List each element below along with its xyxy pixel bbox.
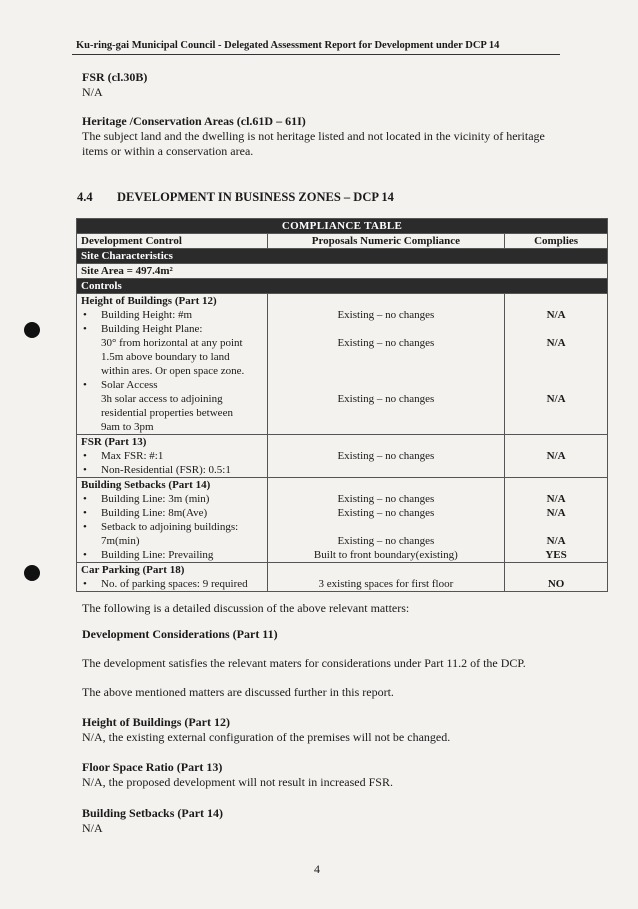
- setbacks-discussion-body: N/A: [82, 821, 103, 835]
- list-item: • Building Height Plane:: [81, 322, 263, 336]
- heritage-body-line: The subject land and the dwelling is not heritage listed and not located in the vicinity of heritage: [82, 129, 545, 143]
- dev-considerations-body: The development satisfies the relevant maters for considerations under Part 11.2 of the DCP.: [82, 656, 526, 670]
- complies-text: N/A: [546, 393, 566, 405]
- section-title: DEVELOPMENT IN BUSINESS ZONES – DCP 14: [117, 190, 394, 204]
- row-heading: Height of Buildings (Part 12): [81, 295, 217, 307]
- complies-text: YES: [545, 549, 567, 561]
- control-cell: [77, 294, 268, 435]
- complies-text: NO: [547, 578, 565, 590]
- list-item: • No. of parking spaces: 9 required: [81, 577, 263, 591]
- fsr-cl30b-body: N/A: [82, 85, 103, 99]
- controls-bar: Controls: [77, 279, 608, 294]
- row-heading: Building Setbacks (Part 14): [81, 479, 211, 491]
- complies-text: N/A: [546, 450, 566, 462]
- section-number: 4.4: [77, 190, 93, 204]
- complies-text: N/A: [546, 309, 566, 321]
- fsr-discussion: [82, 760, 582, 790]
- list-item: • Non-Residential (FSR): 0.5:1: [81, 463, 263, 477]
- list-item-detail: 9am to 3pm: [101, 421, 154, 433]
- column-header: Complies: [505, 234, 608, 249]
- proposal-text: Existing – no changes: [337, 493, 435, 505]
- heritage-title: Heritage /Conservation Areas (cl.61D – 61I): [82, 114, 306, 128]
- fsr-cl30b-block: [82, 70, 582, 100]
- table-row: [77, 563, 608, 592]
- list-item-detail: within ares. Or open space zone.: [101, 365, 245, 377]
- punch-hole-icon: [24, 322, 40, 338]
- discussion-intro: The following is a detailed discussion of the above relevant matters:: [82, 601, 410, 615]
- proposal-text: Existing – no changes: [337, 450, 435, 462]
- complies-cell: [505, 294, 608, 435]
- proposal-text: Existing – no changes: [337, 337, 435, 349]
- height-discussion: [82, 715, 582, 745]
- table-row: [77, 294, 608, 435]
- dev-considerations-title: Development Considerations (Part 11): [82, 627, 278, 641]
- complies-text: N/A: [546, 535, 566, 547]
- control-cell: [77, 563, 268, 592]
- fsr-cl30b-title: FSR (cl.30B): [82, 70, 148, 84]
- proposal-text: Existing – no changes: [337, 393, 435, 405]
- proposal-cell: [267, 435, 505, 478]
- list-item: • Building Line: Prevailing: [81, 548, 263, 562]
- setbacks-discussion: [82, 806, 582, 836]
- list-item-detail: 30° from horizontal at any point: [101, 337, 243, 349]
- control-cell: [77, 435, 268, 478]
- compliance-table: [76, 218, 608, 592]
- proposal-text: Existing – no changes: [337, 535, 435, 547]
- complies-cell: [505, 478, 608, 563]
- list-item-detail: 1.5m above boundary to land: [101, 351, 230, 363]
- punch-hole-icon: [24, 565, 40, 581]
- page-number: 4: [314, 862, 320, 876]
- section-heading: [77, 190, 394, 205]
- header-rule: [72, 54, 560, 55]
- height-discussion-title: Height of Buildings (Part 12): [82, 715, 231, 729]
- compliance-table-title: COMPLIANCE TABLE: [77, 219, 608, 234]
- control-cell: [77, 478, 268, 563]
- table-row: [77, 478, 608, 563]
- proposal-text: Existing – no changes: [337, 309, 435, 321]
- row-heading: Car Parking (Part 18): [81, 564, 185, 576]
- proposal-cell: [267, 478, 505, 563]
- site-characteristics-bar: Site Characteristics: [77, 249, 608, 264]
- list-item: • Building Line: 8m(Ave): [81, 506, 263, 520]
- proposal-cell: [267, 294, 505, 435]
- proposal-text: Existing – no changes: [337, 507, 435, 519]
- complies-text: N/A: [546, 493, 566, 505]
- height-discussion-body: N/A, the existing external configuration of the premises will not be changed.: [82, 730, 451, 744]
- list-item-detail: 7m(min): [101, 535, 140, 547]
- dev-considerations-body: The above mentioned matters are discussed further in this report.: [82, 685, 394, 699]
- complies-text: N/A: [546, 507, 566, 519]
- proposal-text: Built to front boundary(existing): [313, 549, 458, 561]
- proposal-cell: [267, 563, 505, 592]
- site-area-row: Site Area = 497.4m²: [77, 264, 608, 279]
- table-row: [77, 435, 608, 478]
- list-item: • Max FSR: #:1: [81, 449, 263, 463]
- list-item: • Building Line: 3m (min): [81, 492, 263, 506]
- complies-cell: [505, 435, 608, 478]
- list-item-detail: residential properties between: [101, 407, 233, 419]
- page-header: Ku-ring-gai Municipal Council - Delegated Assessment Report for Development under DCP 14: [76, 40, 500, 51]
- fsr-discussion-body: N/A, the proposed development will not result in increased FSR.: [82, 775, 393, 789]
- list-item: • Building Height: #m: [81, 308, 263, 322]
- setbacks-discussion-title: Building Setbacks (Part 14): [82, 806, 224, 820]
- heritage-body-line: items or within a conservation area.: [82, 144, 254, 158]
- row-heading: FSR (Part 13): [81, 436, 147, 448]
- column-header: Proposals Numeric Compliance: [267, 234, 505, 249]
- list-item: • Solar Access: [81, 378, 263, 392]
- heritage-block: [82, 114, 582, 159]
- proposal-text: 3 existing spaces for first floor: [318, 578, 454, 590]
- list-item: • Setback to adjoining buildings:: [81, 520, 263, 534]
- column-header: Development Control: [77, 234, 268, 249]
- complies-cell: [505, 563, 608, 592]
- complies-text: N/A: [546, 337, 566, 349]
- fsr-discussion-title: Floor Space Ratio (Part 13): [82, 760, 223, 774]
- list-item-detail: 3h solar access to adjoining: [101, 393, 223, 405]
